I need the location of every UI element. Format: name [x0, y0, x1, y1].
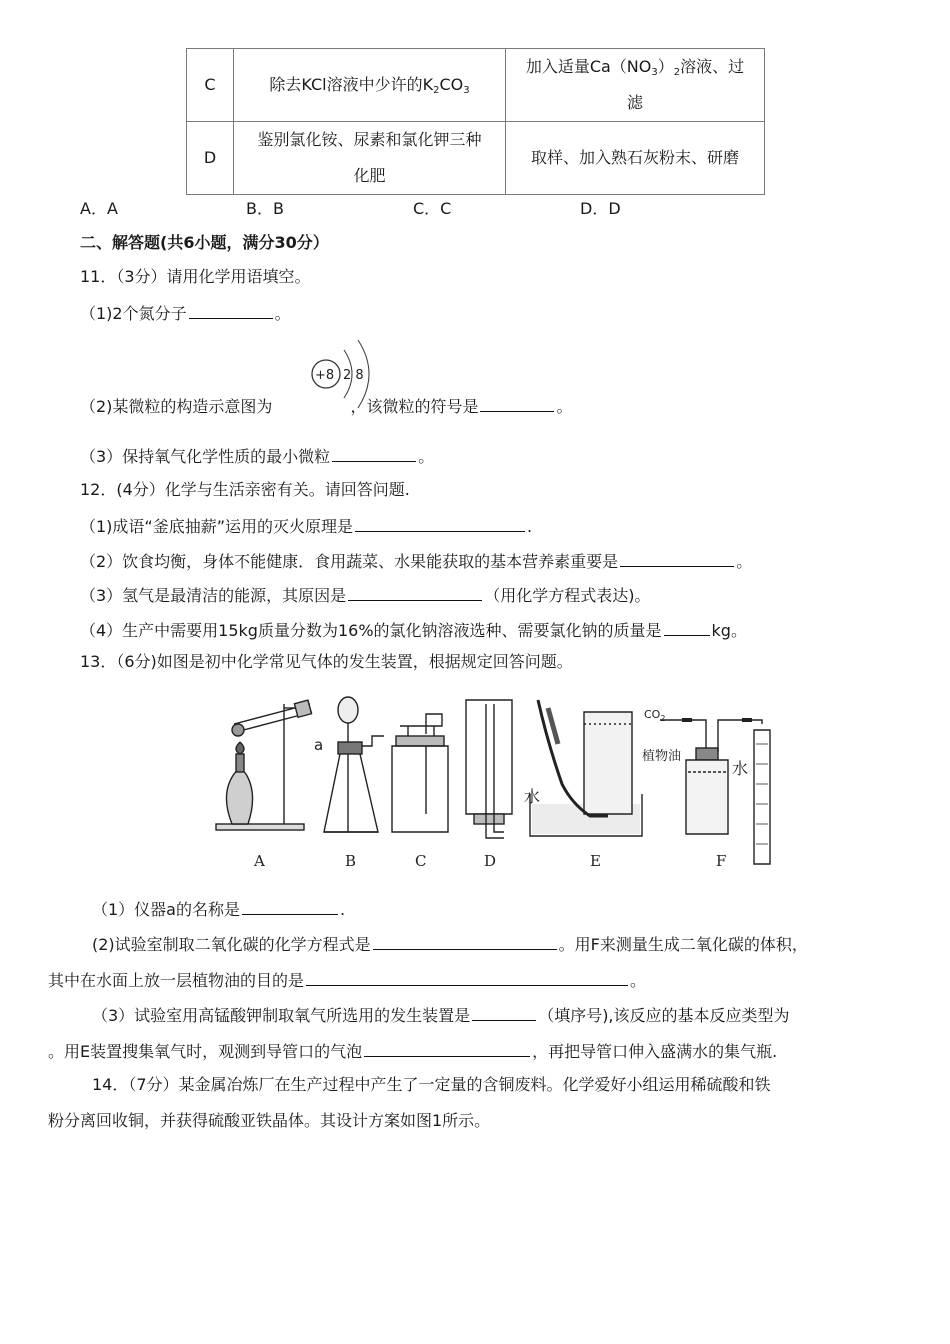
row-purpose: 鉴别氯化铵、尿素和氯化钾三种 化肥: [234, 122, 506, 195]
table-row: [187, 122, 765, 195]
q12-part4: （4）生产中需要用15kg质量分数为16%的氯化钠溶液选种、需要氯化钠的质量是 kg。: [80, 621, 747, 640]
answer-blank: [373, 934, 557, 950]
q11-stem: 11．（3分）请用化学用语填空。: [80, 267, 311, 286]
shell-electrons: 2 8: [343, 368, 364, 383]
apparatus-a: [216, 700, 312, 830]
table-row: [187, 49, 765, 122]
q13-part2-line2: 其中在水面上放一层植物油的目的是 。: [48, 971, 647, 990]
nucleus-charge: +8: [315, 368, 335, 383]
label-c: C: [415, 852, 427, 870]
label-water-e: 水: [524, 787, 541, 806]
label-instrument-a: a: [314, 736, 324, 754]
q14-line1: 14．（7分）某金属冶炼厂在生产过程中产生了一定量的含铜废料。化学爱好小组运用稀硫酸和铁: [92, 1075, 771, 1094]
q12-stem: 12．(4分）化学与生活亲密有关。请回答问题.: [80, 480, 410, 499]
q13-part2-line1: (2)试验室制取二氧化碳的化学方程式是 。用F来测量生成二氧化碳的体积，: [92, 935, 808, 954]
label-oil: 植物油: [642, 749, 682, 764]
row-method: 取样、加入熟石灰粉末、研磨: [506, 122, 765, 195]
q13-part1: （1）仪器a的名称是 .: [92, 900, 346, 919]
answer-blank: [664, 620, 710, 636]
q12-part2: （2）饮食均衡，身体不能健康．食用蔬菜、水果能获取的基本营养素重要是 。: [80, 552, 753, 571]
choice-d: D．D: [580, 199, 621, 218]
label-d: D: [484, 852, 497, 870]
answer-blank: [472, 1005, 536, 1021]
answer-blank: [242, 899, 338, 915]
apparatus-c: [392, 714, 448, 832]
answer-blank: [348, 585, 482, 601]
choice-c: C．C: [413, 199, 452, 218]
label-a: A: [254, 852, 265, 870]
q13-part3-line1: （3）试验室用高锰酸钾制取氧气所选用的发生装置是 （填序号),该反应的基本反应类型为: [92, 1006, 790, 1025]
q12-part1: （1)成语“釜底抽薪”运用的灭火原理是 .: [80, 517, 533, 536]
answer-blank: [189, 303, 273, 319]
row-label: C: [187, 49, 234, 122]
apparatus-f: [660, 720, 770, 864]
row-label: D: [187, 122, 234, 195]
label-f: F: [716, 852, 727, 870]
q11-part1: （1)2个氮分子 。: [80, 304, 291, 323]
apparatus-d: [466, 700, 512, 838]
q14-line2: 粉分离回收铜，并获得硫酸亚铁晶体。其设计方案如图1所示。: [48, 1111, 491, 1130]
answer-blank: [306, 970, 628, 986]
section-title: 二、解答题(共6小题，满分30分）: [80, 233, 329, 252]
answer-blank: [620, 551, 734, 567]
choice-b: B．B: [246, 199, 284, 218]
label-water-f: 水: [732, 759, 749, 778]
label-co2: $CO_2$: [644, 708, 666, 723]
choice-a: A．A: [80, 199, 118, 218]
apparatus-svg: [212, 684, 774, 870]
answer-blank: [332, 446, 416, 462]
row-purpose: 除去KCl溶液中少许的$K_2CO_3$: [234, 49, 506, 122]
options-table: [186, 48, 765, 195]
q11-part3: （3）保持氧气化学性质的最小微粒 。: [80, 447, 435, 466]
label-b: B: [345, 852, 357, 870]
q13-stem: 13．（6分)如图是初中化学常见气体的发生装置，根据规定回答问题。: [80, 652, 573, 671]
q13-part3-line2: 。用E装置搜集氧气时，观测到导管口的气泡 ，再把导管口伸入盛满水的集气瓶.: [48, 1042, 778, 1061]
q11-part2: （2)某微粒的构造示意图为 ，该微粒的符号是 。: [80, 397, 573, 416]
apparatus-b: [324, 697, 384, 832]
answer-blank: [364, 1041, 530, 1057]
apparatus-figure: [212, 684, 774, 870]
q12-part3: （3）氢气是最清洁的能源，其原因是 （用化学方程式表达)。: [80, 586, 651, 605]
apparatus-e: [530, 700, 642, 836]
answer-blank: [355, 516, 525, 532]
row-method: 加入适量$Ca(NO_3)_2$溶液、过 滤: [506, 49, 765, 122]
label-e: E: [590, 852, 601, 870]
answer-blank: [480, 396, 554, 412]
